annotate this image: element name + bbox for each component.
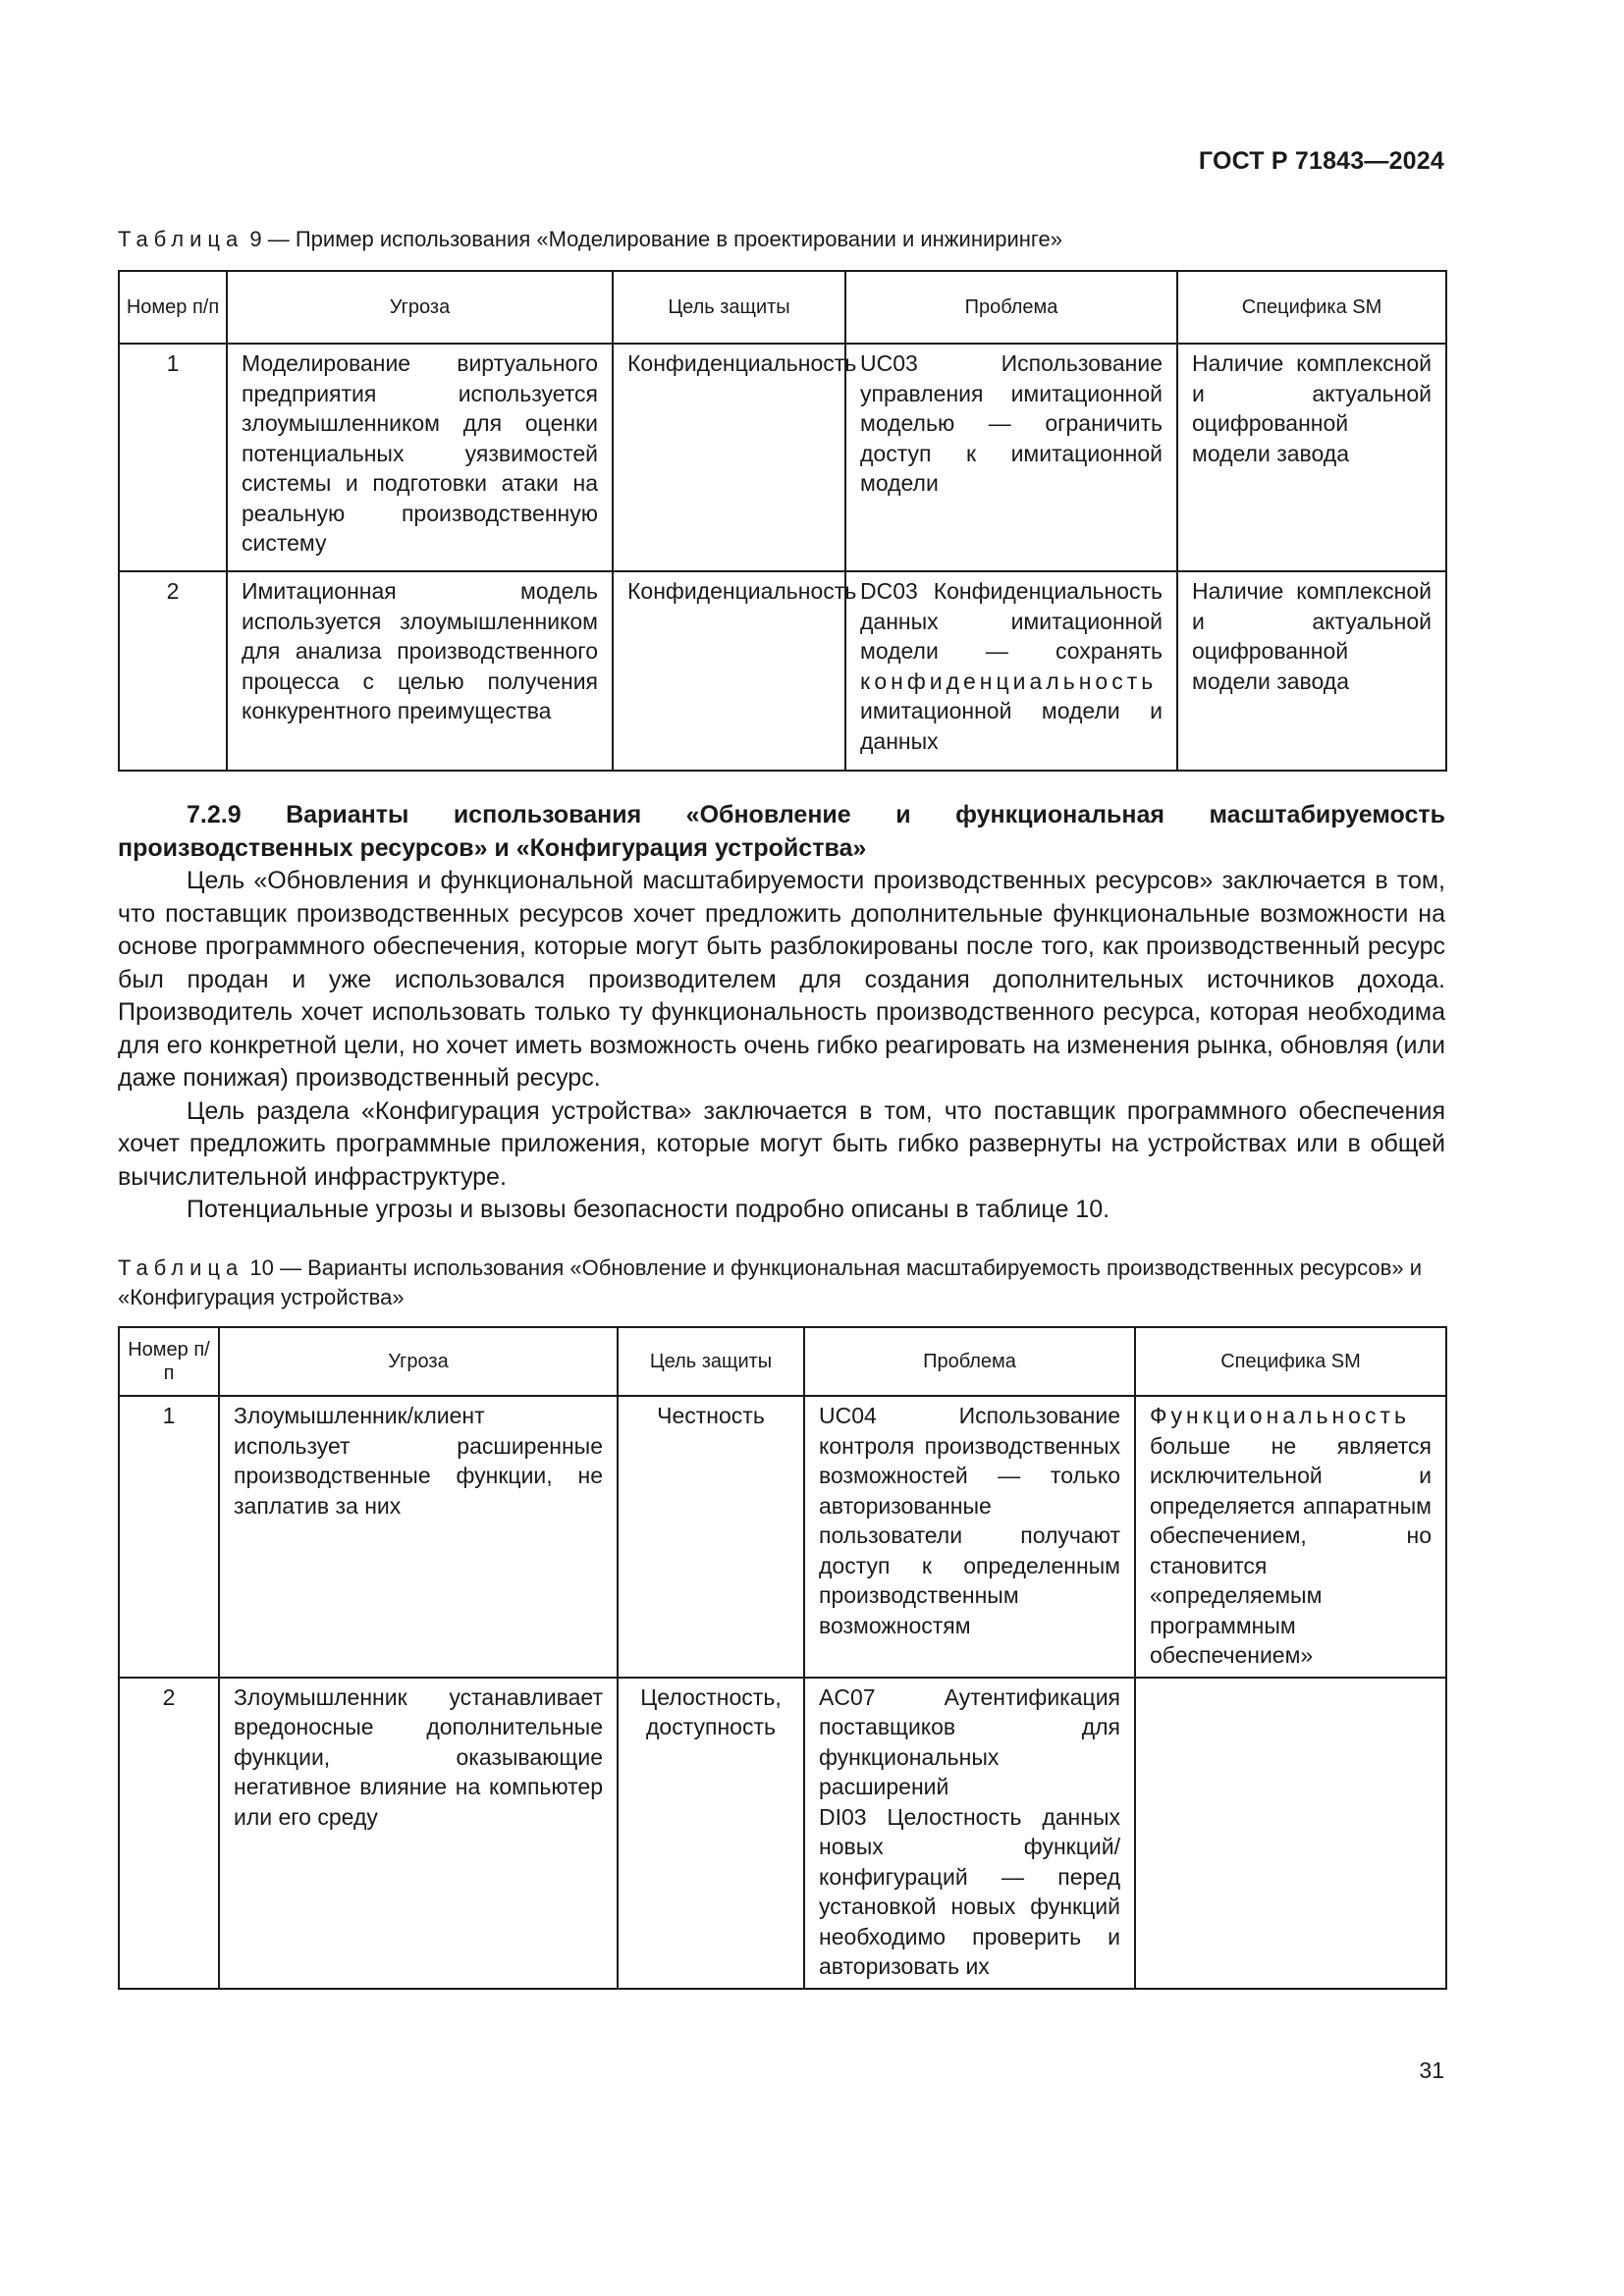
row-number: 2 xyxy=(119,571,227,771)
table-row xyxy=(119,1678,1446,1989)
table-10 xyxy=(118,1326,1447,1990)
table-row xyxy=(119,571,1446,771)
sm-specifics-cell: Наличие комплексной и актуальной оцифрованной модели завода xyxy=(1177,344,1446,571)
col-header-problem: Проблема xyxy=(804,1327,1135,1396)
col-header-protection-goal: Цель защиты xyxy=(618,1327,804,1396)
table-row xyxy=(119,1396,1446,1678)
section-paragraph: Цель раздела «Конфигурация устройства» заключается в том, что поставщик программного обеспечения хочет предложить программные приложения, которые могут быть гибко развернуты на устройствах или в общей вычислительной инфраструктуре. xyxy=(118,1096,1445,1191)
col-header-problem: Проблема xyxy=(845,271,1177,344)
problem-text: AC07 Аутентификация поставщиков для функциональных расширений xyxy=(819,1683,1120,1799)
col-header-sm-specifics: Специфика SM xyxy=(1177,271,1446,344)
problem-cell: UC04 Использование контроля производственных возможностей — только авторизованные пользователи получают доступ к определенным производственным возможностям xyxy=(804,1396,1135,1678)
table-9-caption-text: 9 — Пример использования «Моделирование в проектировании и инжиниринге» xyxy=(249,227,1062,251)
col-header-threat: Угроза xyxy=(227,271,613,344)
threat-cell: Моделирование виртуального предприятия используется злоумышленником для оценки потенциальных уязвимостей системы и подготовки атаки на реальную производственную систему xyxy=(227,344,613,571)
col-header-number: Номер п/п xyxy=(119,271,227,344)
threat-cell: Имитационная модель используется злоумышленником для анализа производственного процесса с целью получения конкурентного преимущества xyxy=(227,571,613,771)
problem-cell: UC03 Использование управления имитационной моделью — ограничить доступ к имитационной модели xyxy=(845,344,1177,571)
sm-spaced-word: Функциональность xyxy=(1150,1403,1410,1428)
document-code: ГОСТ Р 71843—2024 xyxy=(1198,147,1444,175)
problem-cell xyxy=(845,571,1177,771)
col-header-number: Номер п/п xyxy=(119,1327,219,1396)
sm-specifics-cell xyxy=(1135,1678,1446,1989)
row-number: 2 xyxy=(119,1678,219,1989)
section-paragraph: Цель «Обновления и функциональной масштабируемости производственных ресурсов» заключается в том, что поставщик производственных ресурсов хочет предложить дополнительные функциональные возможности на основе программного обеспечения, которые могут быть разблокированы после того, как производственный ресурс был продан и уже использовался производителем для создания дополнительных источников дохода. Производитель хочет использовать только ту функциональность производственного ресурса, которая необходима для его конкретной цели, но хочет иметь возможность очень гибко реагировать на изменения рынка, обновляя (или даже понижая) производственный ресурс. xyxy=(118,867,1445,1092)
col-header-sm-specifics: Специфика SM xyxy=(1135,1327,1446,1396)
table-9-caption xyxy=(118,225,1445,254)
sm-specifics-cell: Наличие комплексной и актуальной оцифрованной модели завода xyxy=(1177,571,1446,771)
row-number: 1 xyxy=(119,1396,219,1678)
protection-goal-cell: Конфиденциальность xyxy=(613,344,845,571)
sm-text: больше не является исключительной и определяется аппаратным обеспечением, но становится «определяемым программным обеспечением» xyxy=(1150,1432,1432,1668)
row-number: 1 xyxy=(119,344,227,571)
section-7-2-9 xyxy=(118,799,1445,1227)
table-9-header-row xyxy=(119,271,1446,344)
protection-goal-cell: Конфиденциальность xyxy=(613,571,845,771)
table-9 xyxy=(118,270,1447,772)
problem-cell xyxy=(804,1678,1135,1989)
table-10-caption-lead: Таблица xyxy=(118,1255,244,1280)
problem-text: DI03 Целостность данных новых функций/конфигураций — перед установкой новых функций необходимо проверить и авторизовать их xyxy=(819,1803,1120,1979)
problem-text: DC03 Конфиденциальность данных имитационной модели — сохранять xyxy=(860,578,1163,664)
section-paragraph: Потенциальные угрозы и вызовы безопасности подробно описаны в таблице 10. xyxy=(187,1196,1110,1223)
section-heading: 7.2.9 Варианты использования «Обновление и функциональная масштабируемость производственных ресурсов» и «Конфигурация устройства» xyxy=(118,801,1445,862)
problem-spaced-word: конфиденциальность xyxy=(860,667,1158,694)
col-header-protection-goal: Цель защиты xyxy=(613,271,845,344)
table-9-caption-lead: Таблица xyxy=(118,227,244,251)
table-10-caption-text: 10 — Варианты использования «Обновление и функциональная масштабируемость производственных ресурсов» и «Конфигурация устройства» xyxy=(118,1255,1422,1309)
threat-cell: Злоумышленник устанавливает вредоносные дополнительные функции, оказывающие негативное влияние на компьютер или его среду xyxy=(219,1678,618,1989)
sm-specifics-cell xyxy=(1135,1396,1446,1678)
problem-text-cont: имитационной модели и данных xyxy=(860,698,1163,754)
table-row xyxy=(119,344,1446,571)
table-10-caption xyxy=(118,1254,1445,1312)
protection-goal-cell: Целостность, доступность xyxy=(618,1678,804,1989)
threat-cell: Злоумышленник/клиент использует расширенные производственные функции, не заплатив за них xyxy=(219,1396,618,1678)
protection-goal-cell: Честность xyxy=(618,1396,804,1678)
table-10-header-row xyxy=(119,1327,1446,1396)
page-number: 31 xyxy=(1419,2057,1444,2083)
col-header-threat: Угроза xyxy=(219,1327,618,1396)
